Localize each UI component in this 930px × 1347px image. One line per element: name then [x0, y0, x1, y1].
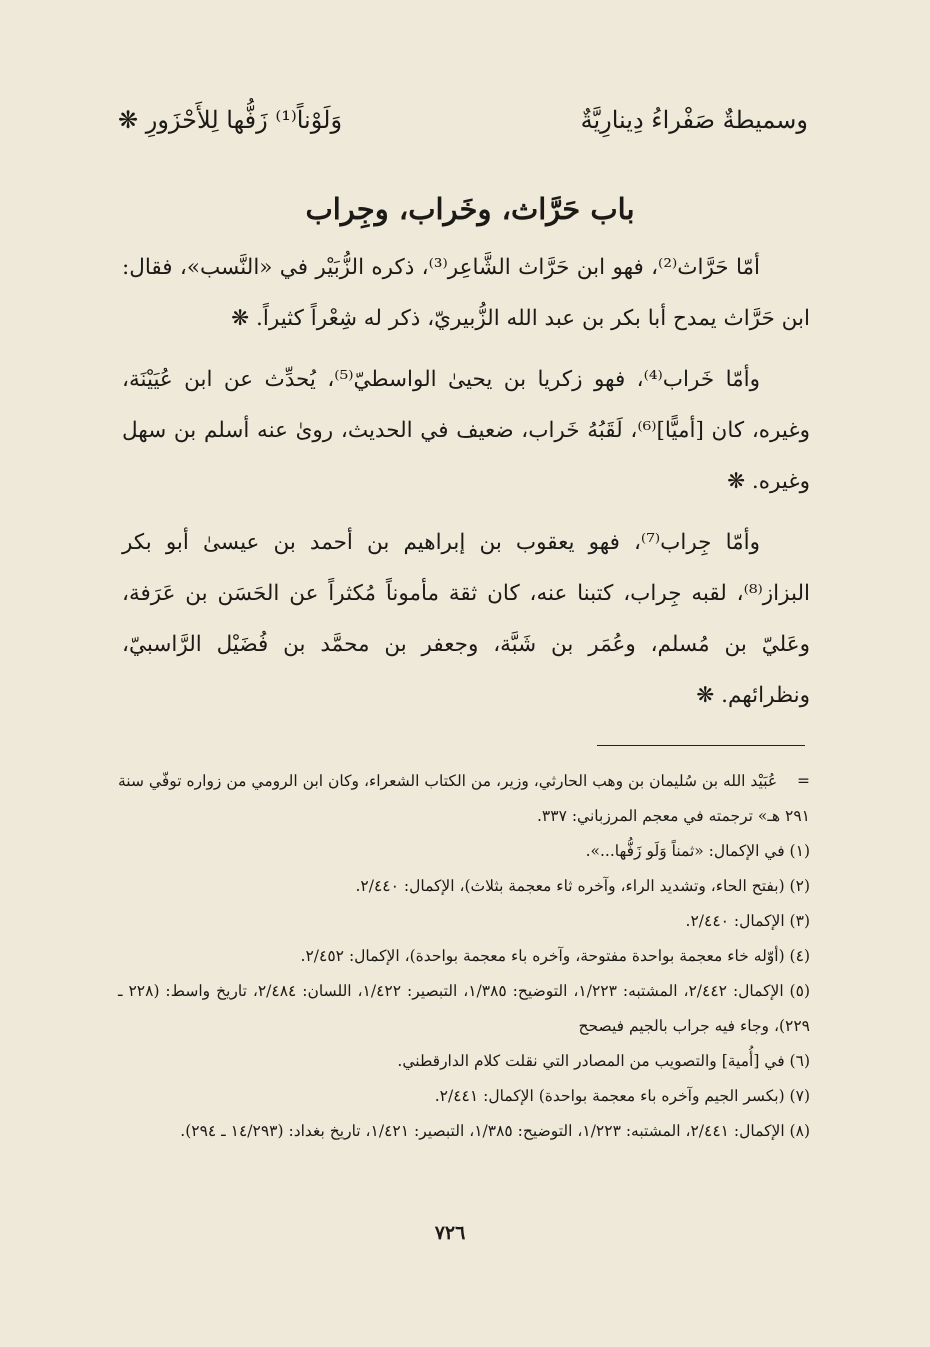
footnote-divider	[597, 745, 805, 746]
footnotes	[118, 764, 810, 1149]
footnote-5: (٥) الإكمال: ٢/٤٤٢، المشتبه: ١/٢٢٣، التوضيح: ١/٣٨٥، التبصير: ١/٤٢٢، اللسان: ٢/٤٨٤، تاريخ واسط: (٢٢٨ ـ ٢٢٩)، وجاء فيه جراب بالجيم فيصحح	[118, 982, 810, 1035]
poem-verse	[118, 100, 808, 140]
continuation-text: عُبَيْد الله بن سُليمان بن وهب الحارثي، وزير، من الكتاب الشعراء، وكان ابن الرومي من زواره توفّي سنة ٢٩١ هـ» ترجمته في معجم المرزباني: ٣٣٧.	[118, 772, 810, 825]
footnote-3: (٣) الإكمال: ٢/٤٤٠.	[685, 912, 810, 930]
footnote-continuation	[118, 764, 810, 834]
continuation-marker: =	[797, 772, 810, 790]
paragraph-kharab: وأمّا خَراب⁽⁴⁾، فهو زكريا بن يحيىٰ الواسطيّ⁽⁵⁾، يُحدِّث عن ابن عُيَيْنَة، وغيره، كان [أميًّا]⁽⁶⁾، لَقَبُهُ خَراب، ضعيف في الحديث، روىٰ عنه أسلم بن سهل وغيره. ❋	[122, 367, 810, 494]
footnote-4: (٤) (أوّله خاء معجمة بواحدة مفتوحة، وآخره باء معجمة بواحدة)، الإكمال: ٢/٤٥٢.	[300, 947, 810, 965]
footnote-7: (٧) (بكسر الجيم وآخره باء معجمة بواحدة) الإكمال: ٢/٤٤١.	[434, 1087, 810, 1105]
poem-hemistich-second: وَلَوْناً⁽¹⁾ زَفُّها لِلأَحْزَورِ ❋	[118, 106, 343, 134]
footnote-6: (٦) في [أُمية] والتصويب من المصادر التي نقلت كلام الدارقطني.	[397, 1052, 810, 1070]
paragraph-jirab: وأمّا جِراب⁽⁷⁾، فهو يعقوب بن إبراهيم بن أحمد بن عيسىٰ أبو بكر البزاز⁽⁸⁾، لقبه جِراب، كتبنا عنه، كان ثقة مأموناً مُكثراً عن الحَسَن بن عَرَفة، وعَليّ بن مُسلم، وعُمَر بن شَبَّة، وجعفر بن محمَّد بن فُضَيْل الرَّاسبيّ، ونظرائهم. ❋	[122, 530, 810, 708]
chapter-heading: باب حَرَّاث، وخَراب، وجِراب	[305, 192, 635, 226]
page-number: ٧٢٦	[434, 1222, 466, 1244]
paragraph-harrath: أمّا حَرَّاث⁽²⁾، فهو ابن حَرَّاث الشَّاعِر⁽³⁾، ذكره الزُّبَيْر في «النَّسب»، فقال: ابن حَرَّاث يمدح أبا بكر بن عبد الله الزُّبيريّ، ذكر له شِعْراً كثيراً. ❋	[122, 255, 810, 331]
main-text	[122, 242, 810, 731]
poem-hemistich-first: وسميطةٌ صَفْراءُ دِينارِيَّةٌ	[580, 106, 808, 134]
footnote-2: (٢) (بفتح الحاء، وتشديد الراء، وآخره ثاء معجمة بثلاث)، الإكمال: ٢/٤٤٠.	[355, 877, 810, 895]
footnote-1: (١) في الإكمال: «ثمناً وَلَو زَفُّها...».	[585, 842, 810, 860]
footnote-8: (٨) الإكمال: ٢/٤٤١، المشتبه: ١/٢٢٣، التوضيح: ١/٣٨٥، التبصير: ١/٤٢١، تاريخ بغداد: (١٤/٢٩٣ ـ ٢٩٤).	[180, 1122, 810, 1140]
